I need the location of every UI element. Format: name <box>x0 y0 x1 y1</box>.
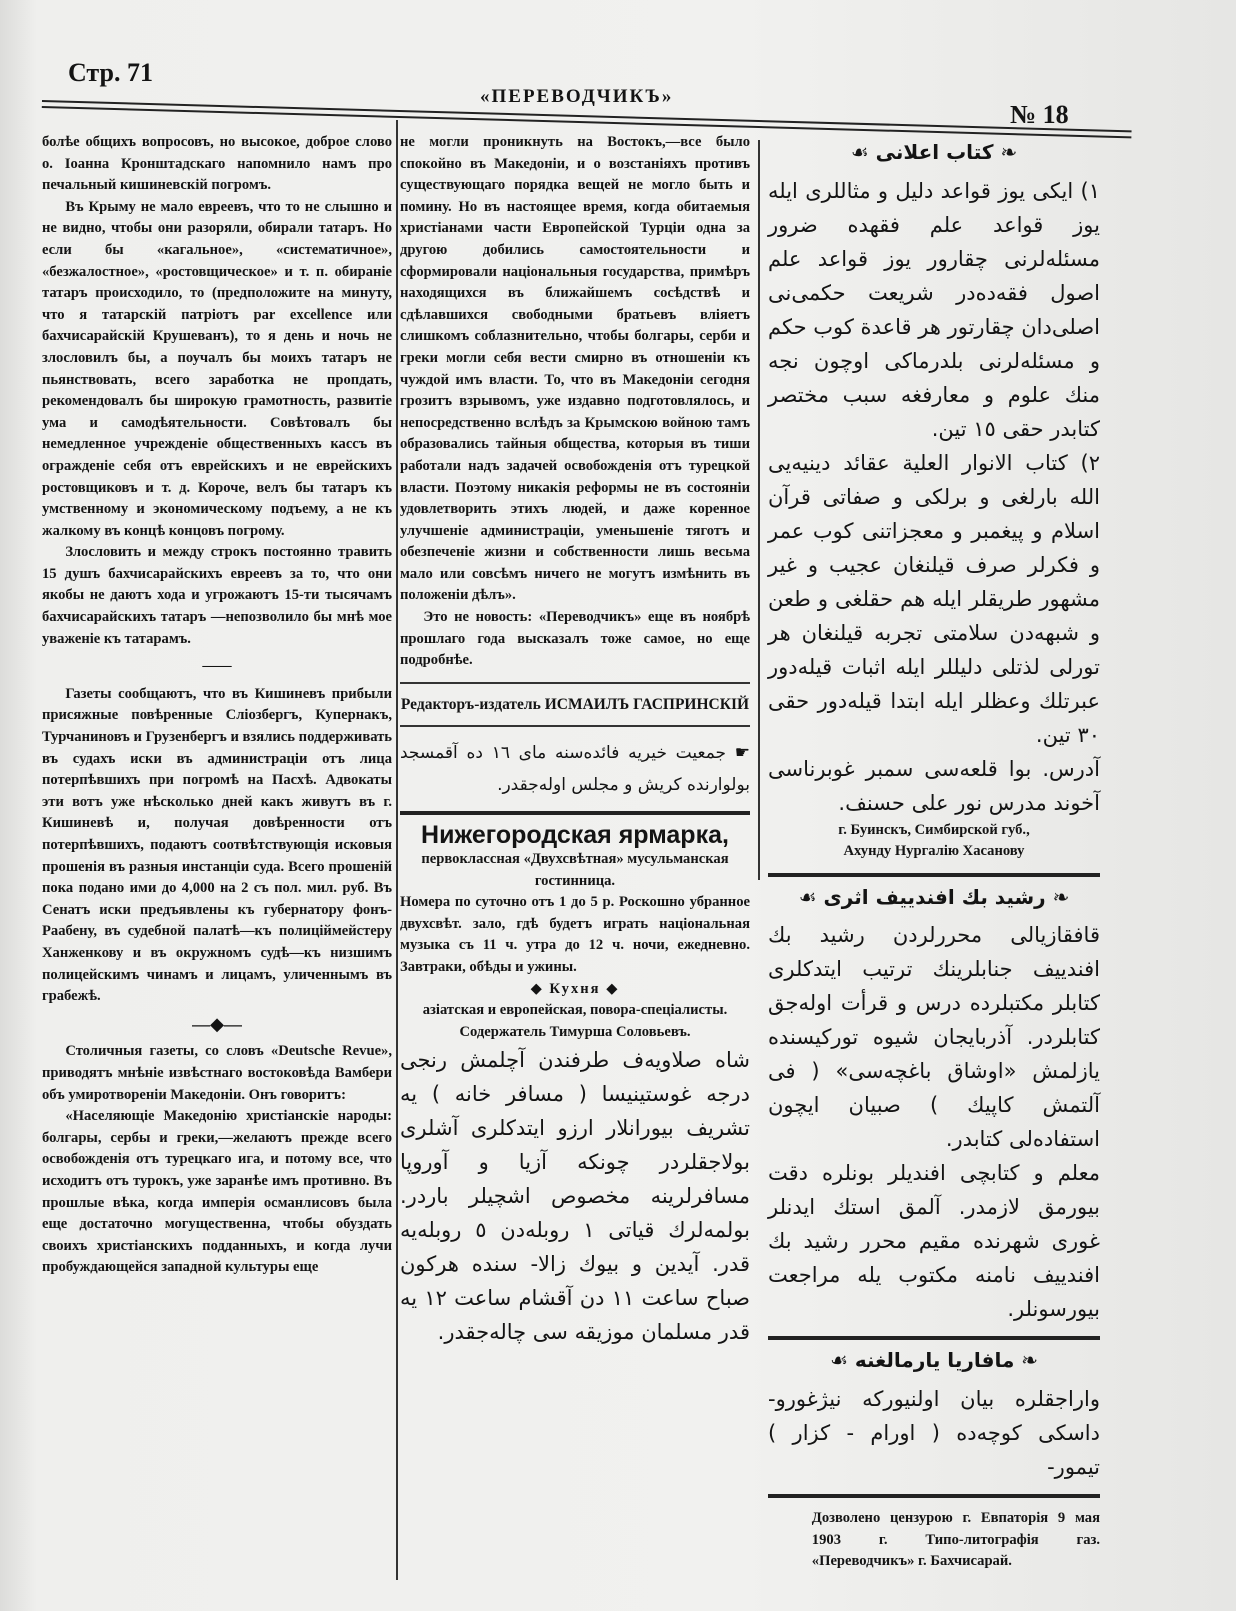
divider <box>400 682 750 684</box>
address-russian-2: Ахунду Нургалію Хасанову <box>843 843 1025 860</box>
editor-line: Редакторъ-издатель ИСМАИЛЪ ГАСПРИНСКІЙ <box>400 695 750 713</box>
ad-subtitle: первоклассная «Двухсвѣтная» мусульманская гостинница. <box>421 851 729 889</box>
paragraph: Газеты сообщаютъ, что въ Кишиневъ прибыли присяжные повѣренные Сліозбергъ, Купернакъ, Турчаниновъ и Грузенбергъ и взялись поддерживать въ судахъ иски въ администраціи отъ лица потерпѣвшихъ при погромѣ на Пасхѣ. Адвокаты эти вотъ уже нѣсколько дней какъ живутъ въ г. Кишиневѣ и, получая довѣренности отъ потерпѣвшихъ, подаютъ соотвѣтствующія исковыя прошенія въ разныя инстанціи суда. Всего прошеній пока подано ими до 4,000 на 2 съ пол. мил. руб. Въ Сенатъ иски предъявлены къ губернатору фонъ-Раабену, въ судебной палатѣ—къ полиціймейстеру Ханженкову и въ окружномъ судѣ—къ низшимъ полицейскимъ чинамъ и лицамъ, уличеннымъ въ грабежѣ. <box>42 685 392 1005</box>
divider <box>768 1336 1100 1340</box>
newspaper-title: «ПЕРЕВОДЧИКЪ» <box>480 86 674 107</box>
ad-kitchen-desc: азіатская и европейская, повора-спеціалисты. <box>422 1002 728 1019</box>
column-3 <box>768 132 1100 1573</box>
ad-title: Нижегородская ярмарка, <box>421 821 729 850</box>
page-number: Стр. 71 <box>68 58 153 87</box>
paragraph: болѣе общихъ вопросовъ, но высокое, доброе слово о. Іоанна Кронштадскаго напомнило намъ про печальный кишиневскій погромъ. <box>42 134 392 194</box>
paragraph: не могли проникнуть на Востокъ,—все было спокойно въ Македоніи, и о возстаніяхъ противъ существующаго порядка вещей не могло быть и помину. Но въ настоящее время, когда обитаемыя христіанами части Европейской Турціи одна за другою добились самостоятельности и сформировали національныя государства, примѣръ находящихся въ ближайшемъ сосѣдствѣ и сдѣлавшихся свободными братьевъ вліяетъ слишкомъ соблазнительно, чтобы болгары, серби и греки могли себя вести смирно въ отношеніи къ чуждой имъ власти. То, что въ Македоніи сегодня грозитъ взрывомъ, уже издавно подготовлялось, и непосредственно вслѣдъ за Крымскою войною тамъ образовались тайныя общества, которыя въ тиши работали надъ задачей освобожденія отъ турецкой власти. Поэтому никакія реформы не въ состояніи удовлетворить этихъ людей, и даже коренное улучшеніе администраціи, уменьшеніе тяготъ и обезпеченіе жизни и собственности лишь весьма мало или совсѣмъ ничего не могутъ измѣнить въ положеніи дѣлъ». <box>400 134 750 604</box>
ad-owner: Содержатель Тимурша Соловьевъ. <box>459 1023 691 1040</box>
paragraph: Въ Крыму не мало евреевъ, что то не слышно и не видно, чтобы они разоряли, обирали татаръ. Но если бы «кагальное», «систематичное», «безжалостное», «ростовщическое» и т. п. обираніе татаръ происходило, то (предположите на минуту, что я татарскій патріотъ par excellence или бахчисарайскій Крушеванъ), то я день и ночь не злословилъ бы, а поучалъ бы моихъ татаръ не пьянствовать, всего заработка не пропдать, рекомендовалъ бы широкую грамотность, развитіе ума и самодѣятельности. Совѣтовалъ бы немедленное учрежденіе общественныхъ кассъ въ огражденіе себя отъ еврейскихъ и не еврейскихъ ростовщиковъ и т. д. Короче, велъ бы татаръ къ умственному и экономическому подъему, а не къ жалкому въ концѣ концовъ погрому. <box>42 198 392 539</box>
ad-body: Номера по суточно отъ 1 до 5 р. Роскошно убранное двухсвѣт. зало, гдѣ будетъ играть національная музыка съ 11 ч. утра до 12 ч. ночи, ежедневно. Завтраки, обѣды и ужины. <box>400 894 750 975</box>
section-separator: —— <box>202 658 232 675</box>
rashid-ad-text-2: معلم و کتابچی افندیلر بونلره دقت بیورمق لازمدر. آلمق استك ایدنلر غوری شهرنده مقیم محرر رشید بك افندییف نامنه مکتوب یله مراجعت بیورسونلر. <box>768 1161 1100 1322</box>
ornament-separator: —◆— <box>192 1013 242 1034</box>
paragraph: «Населяющіе Македонію христіанскіе народы: болгары, сербы и греки,—желаютъ прежде всего освобожденія отъ турецкаго ига, и потому все, что исходитъ отъ турокъ, уже заранѣе имъ противно. Въ прошлые вѣка, когда имперія османлисовъ была еще достаточно могущественна, чтобы обуздать своихъ христіанскихъ подданныхъ, и когда лучи пробуждающейся западной культуры еще <box>42 1108 392 1276</box>
column-2 <box>400 132 750 1349</box>
column-divider <box>758 140 760 880</box>
fair-ad-text: واراجقلره بیان اولنیورکه نیژغورو- داسکی کوچه‌ده ( اورام - کزار ) تیمور- <box>768 1386 1100 1479</box>
column-1 <box>42 132 392 1279</box>
ad-kitchen-heading: ◆ Кухня ◆ <box>530 980 620 997</box>
book-ad-heading: ❧ کتاب اعلانی ☙ <box>850 140 1018 164</box>
arabic-notice: ☛ جمعیت خیریه فائده‌سنه مای ١٦ ده آقمسجد بولوارنده کریش و مجلس اوله‌جقدر. <box>400 743 751 796</box>
address-russian-1: г. Буинскъ, Симбирской губ., <box>838 821 1030 838</box>
fair-ad-heading: ❧ مافاریا یارمالغنه ☙ <box>829 1348 1039 1373</box>
ad-arabic-text: شاه صلاویه‌ف طرفندن آچلمش رنجی درجه غوستینیسا ( مسافر خانه ) یه تشریف بیورانلار ارزو ایتدکلری آشلری بولاجقلردر چونکه آزیا و آوروپا مسافرلرینه مخصوص اشچیلر باردر. بولمه‌لرك قیاتی ١ روبله‌دن ٥ روبله‌یه قدر. آیدین و بیوك زالا- سنده هرکون صباح ساعت ١١ دن آقشام ساعت ١٢ یه قدر مسلمان موزیقه سی چاله‌جقدر. <box>400 1048 750 1345</box>
book-ad-item-2: ٢) کتاب الانوار العلیة عقائد دینیه‌یی الله بارلغی و برلکی و صفاتی قرآن اسلام و پیغمبر و معجزاتنی کوب عمر و فکرلر صرف قیلنغان عجیب و غیر مشهور طریقلر ایله هم حقلغی و طعن و شبهه‌دن سلامتی تجربه قیلنغان هر تورلی لذتلی دلیللر ایله اثبات قیله‌دور عبرتلك وعظلر ایله ابتدا قیله‌دور حقی ٣٠ تین. <box>768 450 1100 747</box>
rashid-ad-heading: ❧ رشید بك افندییف اثری ☙ <box>798 884 1070 909</box>
divider <box>400 811 750 815</box>
paragraph: Злословить и между строкъ постоянно травить 15 душъ бахчисарайскихъ евреевъ за то, что они якобы не даютъ хода и угрожаютъ 15-ти тысячамъ бахчисарайскихъ татаръ —непозволило бы мнѣ мое уваженіе къ татарамъ. <box>42 544 392 647</box>
book-ad-item-1: ١) ایکی یوز قواعد دلیل و مثاللری ایله یوز قواعد علم فقهده ضرور مسئله‌لرنی چقارور یوز قواعد علم اصول فقه‌ده‌در شریعت حکمی‌نی اصلی‌دان چقارتور هر قاعدة کوب حکم و مسئله‌لرنی بلدرماکی اوچون نجه منك علوم و معارفغه سبب مختصر کتابدر حقی ١٥ تین. <box>768 178 1100 441</box>
rashid-ad-text: قافقازیالی محررلردن رشید بك افندییف جنابلرینك ترتیب ایتدکلری کتابلر مکتبلرده درس و قرأت اوله‌جق کتابلردر. آذربایجان شیوه تورکیسنده یازلمش «اوشاق باغچه‌سی» ( فی آلتمش کاپیك ) صبیان ایچون استفاده‌لی کتابدر. <box>768 923 1100 1152</box>
issue-number: № 18 <box>1010 100 1069 129</box>
paragraph: Это не новость: «Переводчикъ» еще въ ноябрѣ прошлаго года высказалъ тоже самое, но еще подробнѣе. <box>400 609 750 669</box>
column-divider <box>396 120 398 1580</box>
paragraph: Столичныя газеты, со словъ «Deutsche Revue», приводятъ мнѣніе извѣстнаго востоковѣда Вамбери объ умиротвореніи Македоніи. Онъ говоритъ: <box>42 1043 392 1103</box>
censorship-imprint: Дозволено цензурою г. Евпаторія 9 мая 1903 г. Типо-литографія газ. «Переводчикъ» г. Бахчисарай. <box>811 1509 1100 1570</box>
address-arabic: آدرس. بوا قلعه‌سی سمبر غوبرناسی آخوند مدرس نور علی حسنف. <box>768 756 1100 815</box>
divider <box>768 1494 1100 1498</box>
divider <box>400 725 750 727</box>
divider <box>768 873 1100 877</box>
